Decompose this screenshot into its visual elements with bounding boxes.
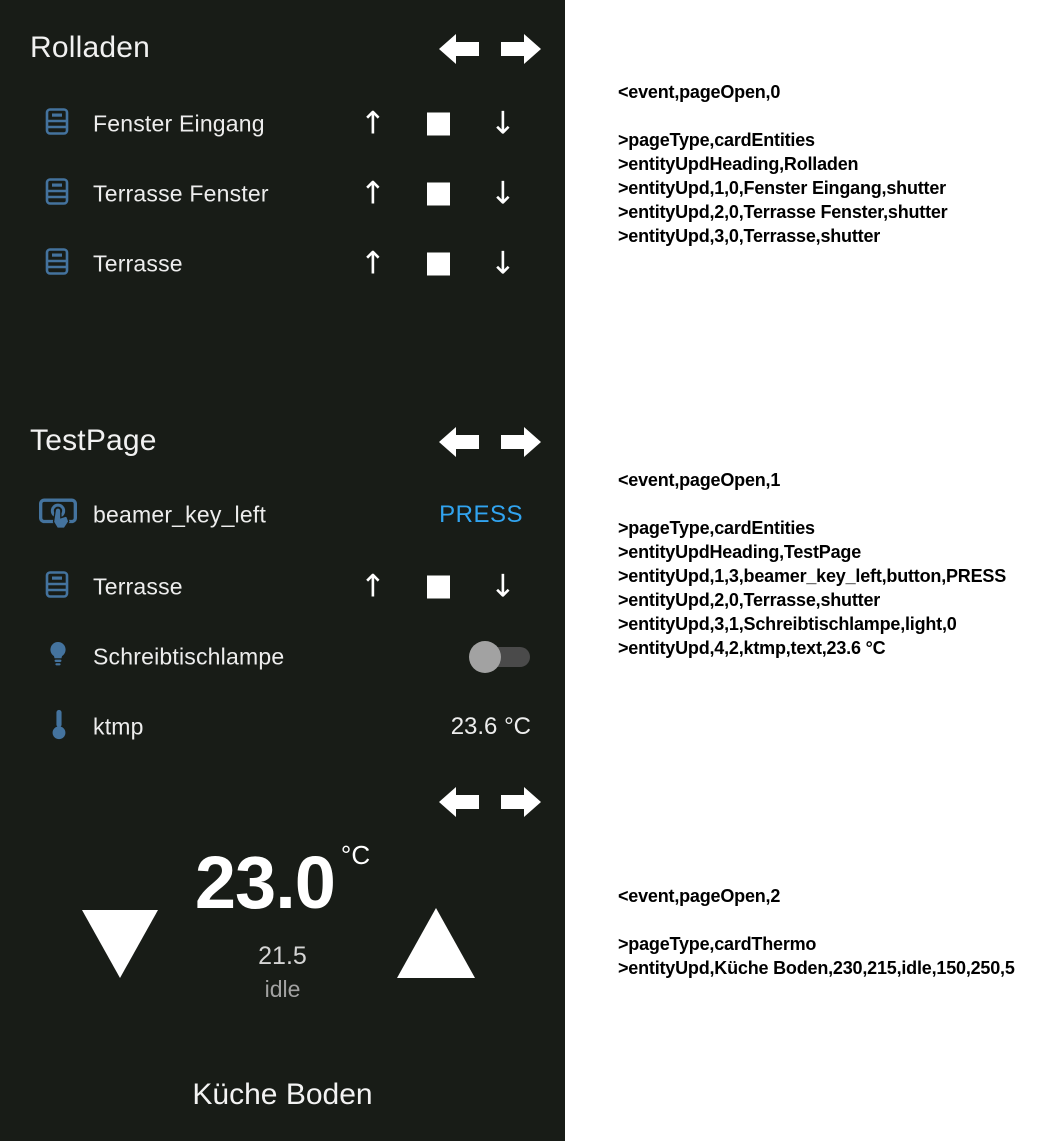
thermometer-icon <box>48 708 70 747</box>
thermostat-title: Küche Boden <box>192 1078 373 1111</box>
entity-row <box>0 564 565 610</box>
nav-prev-button[interactable] <box>437 782 481 822</box>
log-line: >entityUpd,3,1,Schreibtischlampe,light,0 <box>618 614 957 634</box>
shutter-up-button[interactable]: ↑ <box>360 175 386 212</box>
shutter-down-button[interactable]: ↓ <box>490 175 516 212</box>
serial-log-block-0 <box>618 80 948 248</box>
entity-row <box>0 704 565 750</box>
serial-log-block-2 <box>618 884 1015 980</box>
arrow-left-icon <box>437 782 481 822</box>
log-event-line: <event,pageOpen,1 <box>618 470 781 490</box>
nav-next-button[interactable] <box>499 422 543 462</box>
shutter-up-button[interactable]: ↑ <box>360 568 386 605</box>
toggle-knob <box>469 641 501 673</box>
target-temperature: 21.5 <box>258 942 307 970</box>
page-title: Rolladen <box>30 31 151 64</box>
entity-row <box>0 241 565 287</box>
shutter-stop-button[interactable] <box>427 253 450 276</box>
card-thermo <box>0 760 565 1141</box>
log-event-line: <event,pageOpen,0 <box>618 82 781 102</box>
nav-next-button[interactable] <box>499 782 543 822</box>
serial-log-block-1 <box>618 468 1006 660</box>
log-line: >entityUpd,4,2,ktmp,text,23.6 °C <box>618 638 886 658</box>
lightbulb-icon <box>45 640 71 675</box>
log-lines <box>618 932 1015 980</box>
arrow-right-icon <box>499 422 543 462</box>
entity-row <box>0 492 565 538</box>
nav-prev-button[interactable] <box>437 29 481 69</box>
arrow-right-icon <box>499 29 543 69</box>
temperature-unit: °C <box>340 840 371 870</box>
log-lines <box>618 516 1006 660</box>
page-title: TestPage <box>30 424 157 457</box>
entity-row <box>0 634 565 680</box>
shutter-stop-button[interactable] <box>427 183 450 206</box>
log-line: >entityUpdHeading,Rolladen <box>618 154 859 174</box>
entity-row <box>0 101 565 147</box>
card-entities-rolladen <box>0 0 565 380</box>
entity-label: Terrasse Fenster <box>93 180 269 207</box>
entity-label: Fenster Eingang <box>93 110 265 137</box>
window-shutter-icon <box>45 178 69 211</box>
log-line: >entityUpd,2,0,Terrasse Fenster,shutter <box>618 202 948 222</box>
shutter-down-button[interactable]: ↓ <box>490 568 516 605</box>
shutter-stop-button[interactable] <box>427 576 450 599</box>
press-button[interactable]: PRESS <box>439 501 523 528</box>
log-line: >pageType,cardEntities <box>618 130 815 150</box>
hvac-state: idle <box>264 976 301 1002</box>
entity-label: Schreibtischlampe <box>93 643 285 670</box>
window-shutter-icon <box>45 248 69 281</box>
log-line: >entityUpdHeading,TestPage <box>618 542 862 562</box>
arrow-right-icon <box>499 782 543 822</box>
log-event-line: <event,pageOpen,2 <box>618 886 781 906</box>
arrow-left-icon <box>437 29 481 69</box>
window-shutter-icon <box>45 571 69 604</box>
shutter-down-button[interactable]: ↓ <box>490 245 516 282</box>
entity-label: Terrasse <box>93 250 183 277</box>
log-line: >entityUpd,3,0,Terrasse,shutter <box>618 226 881 246</box>
current-temperature-value: 23.0 <box>194 841 335 924</box>
window-shutter-icon <box>45 108 69 141</box>
log-line: >pageType,cardEntities <box>618 518 815 538</box>
nav-prev-button[interactable] <box>437 422 481 462</box>
gesture-tap-button-icon <box>38 493 78 538</box>
entity-row <box>0 171 565 217</box>
sensor-value: 23.6 °C <box>450 713 531 740</box>
shutter-up-button[interactable]: ↑ <box>360 105 386 142</box>
current-temperature <box>0 840 565 924</box>
entity-label: Terrasse <box>93 573 183 600</box>
shutter-up-button[interactable]: ↑ <box>360 245 386 282</box>
log-line: >entityUpd,2,0,Terrasse,shutter <box>618 590 881 610</box>
log-lines <box>618 128 948 248</box>
shutter-stop-button[interactable] <box>427 113 450 136</box>
nav-next-button[interactable] <box>499 29 543 69</box>
shutter-down-button[interactable]: ↓ <box>490 105 516 142</box>
log-line: >pageType,cardThermo <box>618 934 817 954</box>
log-line: >entityUpd,Küche Boden,230,215,idle,150,250,5 <box>618 958 1015 978</box>
entity-label: ktmp <box>93 713 144 740</box>
entity-label: beamer_key_left <box>93 501 267 528</box>
card-entities-testpage <box>0 380 565 760</box>
arrow-left-icon <box>437 422 481 462</box>
log-line: >entityUpd,1,3,beamer_key_left,button,PRESS <box>618 566 1007 586</box>
light-toggle-switch[interactable] <box>472 646 530 668</box>
log-line: >entityUpd,1,0,Fenster Eingang,shutter <box>618 178 946 198</box>
